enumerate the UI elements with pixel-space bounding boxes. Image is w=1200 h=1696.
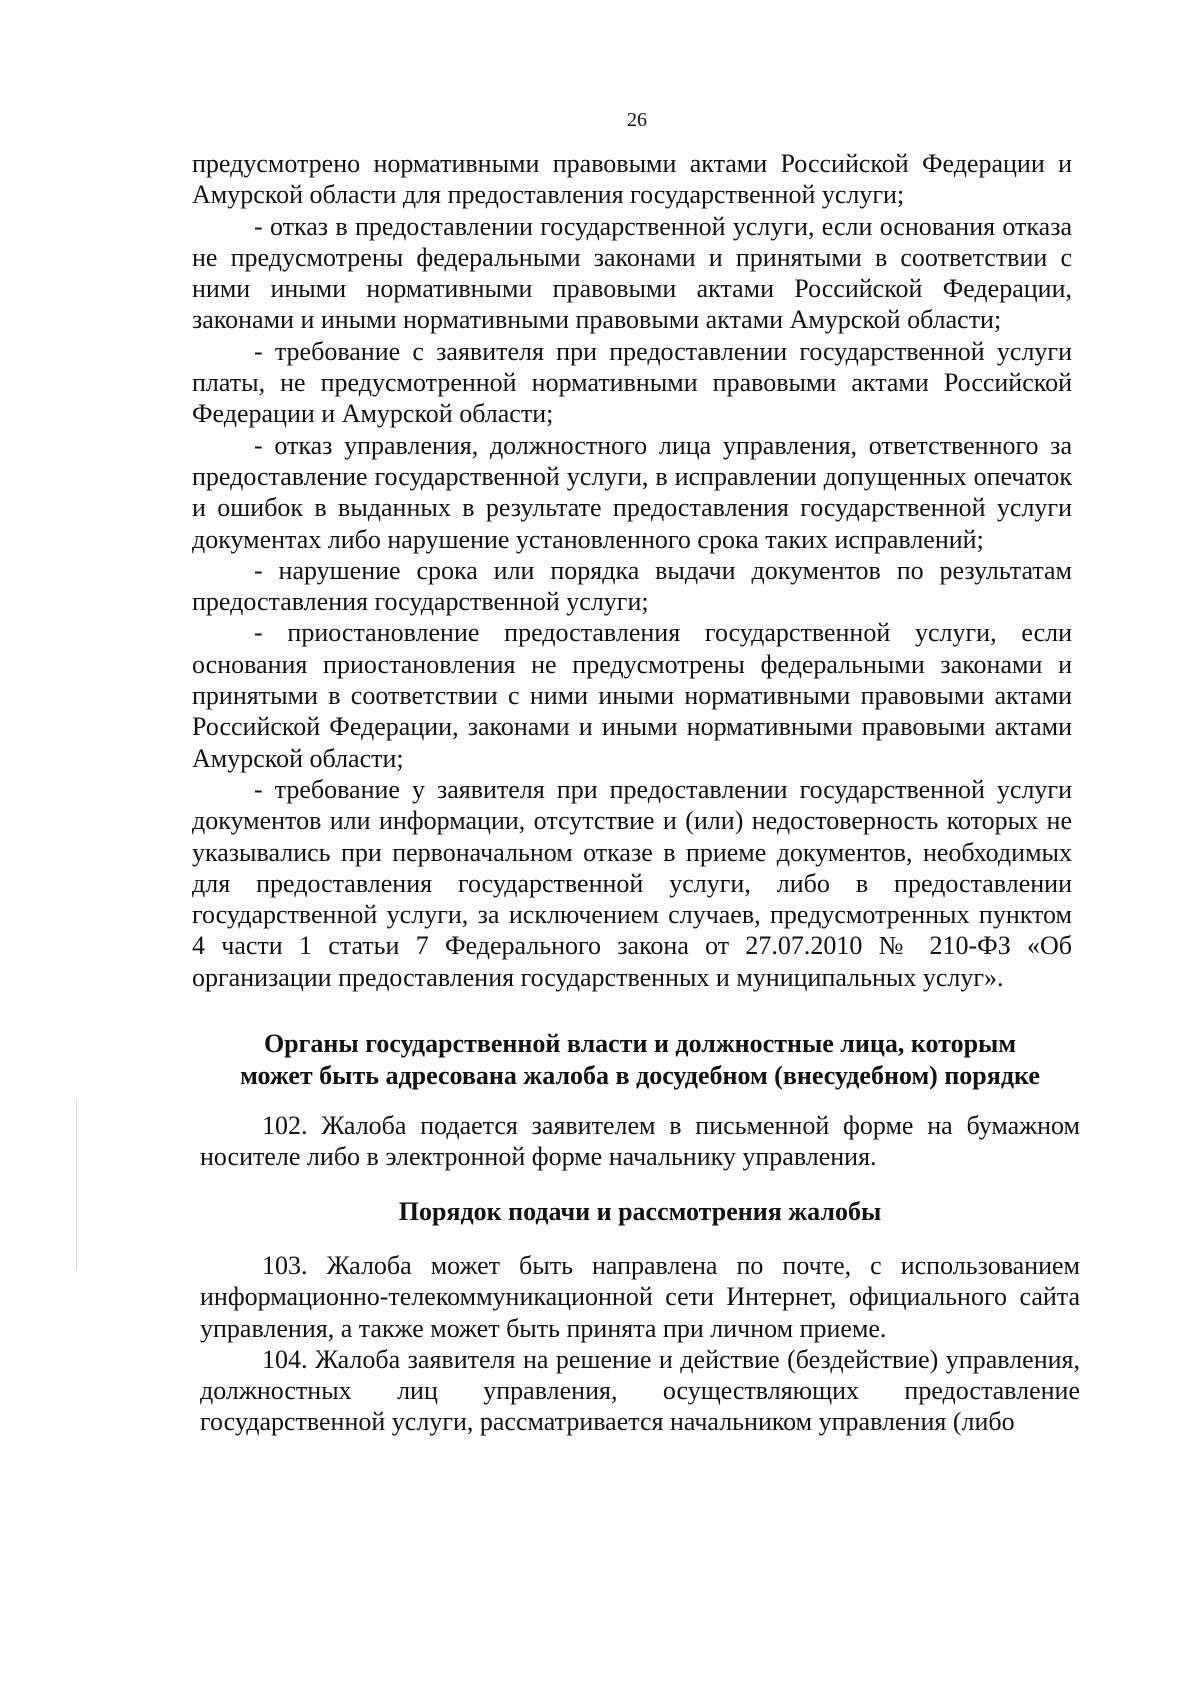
list-item-documents-requirement: - требование у заявителя при предоставлении государственной услуги документов или информации, отсутствие и (или) недостоверность которых не указывались при первоначальном отказе в приеме документов, необходимых для предоставления государственной услуги, либо в предоставлении государственной услуги, за исключением случаев, предусмотренных пунктом 4 части 1 статьи 7 Федерального закона от 27.07.2010 № 210-ФЗ «Об организации предоставления государственных и муниципальных услуг». — [192, 774, 1072, 992]
procedure-paragraphs — [200, 1250, 1080, 1438]
section-heading-procedure: Порядок подачи и рассмотрения жалобы — [398, 1197, 882, 1226]
paragraph-continuation: предусмотрено нормативными правовыми актами Российской Федерации и Амурской области для предоставления государственной услуги; — [192, 149, 1072, 210]
paragraph-102: 102. Жалоба подается заявителем в письменной форме на бумажном носителе либо в электронной форме начальнику управления. — [200, 1111, 1080, 1172]
list-item-suspension: - приостановление предоставления государственной услуги, если основания приостановления не предусмотрены федеральными законами и принятыми в соответствии с ними иными нормативными правовыми актами Российской Федерации, законами и иными нормативными правовыми актами Амурской области; — [192, 618, 1072, 773]
section-heading-authorities — [200, 1028, 1080, 1092]
list-item-correction-refusal: - отказ управления, должностного лица управления, ответственного за предоставление государственной услуги, в исправлении допущенных опечаток и ошибок в выданных в результате предоставления государственной услуги документах либо нарушение установленного срока таких исправлений; — [192, 430, 1072, 554]
page-number: 26 — [627, 109, 647, 131]
list-item-fee-requirement: - требование с заявителя при предоставлении государственной услуги платы, не предусмотренной нормативными правовыми актами Российской Федерации и Амурской области; — [192, 336, 1072, 429]
section-heading-line: Органы государственной власти и должностные лица, которым — [263, 1029, 1017, 1058]
list-item-refusal: - отказ в предоставлении государственной услуги, если основания отказа не предусмотрены федеральными законами и принятыми в соответствии с ними иными нормативными правовыми актами Российской Федерации, законами и иными нормативными правовыми актами Амурской области; — [192, 211, 1072, 335]
paragraph-102-block — [200, 1110, 1080, 1173]
scan-margin-line — [76, 1100, 77, 1270]
paragraph-103: 103. Жалоба может быть направлена по почте, с использованием информационно-телекоммуникационной сети Интернет, официального сайта управления, а также может быть принята при личном приеме. — [200, 1251, 1080, 1343]
list-item-issuance-violation: - нарушение срока или порядка выдачи документов по результатам предоставления государственной услуги; — [192, 555, 1072, 617]
section-heading-line: может быть адресована жалоба в досудебном (внесудебном) порядке — [240, 1061, 1040, 1090]
paragraph-104: 104. Жалоба заявителя на решение и действие (бездействие) управления, должностных лиц управления, осуществляющих предоставление государственной услуги, рассматривается начальником управления (либо — [200, 1344, 1080, 1437]
grounds-for-complaint-list — [192, 148, 1072, 993]
